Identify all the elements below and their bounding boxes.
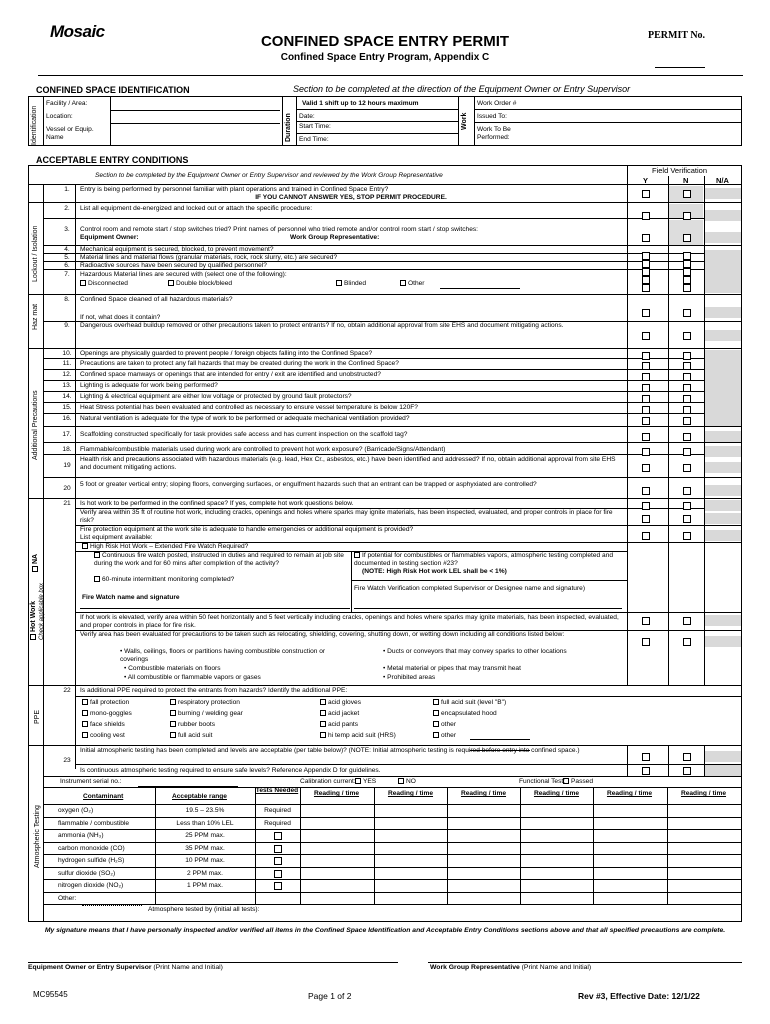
- fv-yes-box[interactable]: [642, 309, 650, 317]
- ppe-option[interactable]: [320, 710, 359, 717]
- item-21-evaluated: Verify area has been evaluated for precautions to be taken such as relocating, shielding, covering, shutting down, or wetting down including all conditions listed below:: [80, 631, 565, 638]
- fv-no-box[interactable]: [683, 190, 691, 198]
- test-required: Required: [264, 819, 291, 827]
- fv-no-box[interactable]: [683, 309, 691, 317]
- col-y: Y: [643, 176, 649, 185]
- fv-yes-box[interactable]: [642, 753, 650, 761]
- h-contaminant: Contaminant: [83, 793, 124, 800]
- acceptable-range: Less than 10% LEL: [176, 819, 234, 827]
- item-21-vapors: • All combustible or flammable vapors or gases: [124, 674, 261, 681]
- acceptable-range: 25 PPM max.: [185, 832, 225, 839]
- test-required: Required: [264, 807, 291, 814]
- atmo-row-line: [43, 867, 742, 868]
- acceptable-range: 19.5 – 23.5%: [185, 807, 225, 814]
- test-needed-box[interactable]: [274, 845, 282, 853]
- fv-yes-box[interactable]: [642, 433, 650, 441]
- fv-yes-box[interactable]: [642, 362, 650, 370]
- rep-signature-label: Work Group Representative (Print Name and Initial): [430, 964, 592, 971]
- fv-na-cell: [705, 636, 741, 647]
- reading-time-header: Reading / time: [680, 790, 727, 797]
- item-21-atmospheric[interactable]: If potential for combustibles or flammables vapors, atmospheric testing completed and documented in testing section #23?: [354, 552, 614, 567]
- col-n: N: [683, 176, 689, 185]
- fv-no-box[interactable]: [683, 252, 691, 260]
- test-needed-box[interactable]: [274, 857, 282, 865]
- ppe-option[interactable]: [170, 710, 243, 717]
- contaminant-name: oxygen (O₂): [58, 807, 94, 814]
- tested-by-label: Atmosphere tested by (initial all tests):: [148, 906, 260, 913]
- item-21-verify: Verify area within 35 ft of routine hot work, including cracks, openings and holes where sparks may ignite materials, has been inspected, evaluated, and proper controls in place for fire risk?: [80, 509, 613, 524]
- item-23-number: 23: [63, 757, 71, 764]
- contaminant-name: sulfur dioxide (SO₂): [58, 869, 116, 877]
- ppe-option-label: rubber boots: [178, 721, 216, 728]
- item-21-elevated: If hot work is elevated, verify area within 50 feet horizontally and 5 feet vertically including cracks, openings and holes where sparks may ignite materials, has been inspected, evaluated, and proper controls in place for fire risk.: [80, 614, 619, 629]
- instrument-serial-label: Instrument serial no.:: [60, 778, 122, 785]
- item-18-number: 18.: [62, 446, 72, 453]
- item-11-text: Precautions are taken to protect any fall hazards that may be created during the work in the Confined Space?: [80, 360, 399, 367]
- ppe-option[interactable]: [170, 732, 212, 739]
- item-4-text: Mechanical equipment is secured, blocked, to prevent movement?: [80, 246, 274, 253]
- item-21-metal: • Metal material or pipes that may transmit heat: [383, 665, 521, 672]
- fv-no-box[interactable]: [683, 406, 691, 414]
- item-9-text: Dangerous overhead buildup removed or other precautions taken to protect entrants? If no, obtain additional approval from site EHS and document mitigating actions.: [80, 322, 564, 329]
- na-side-label: NA: [32, 554, 39, 572]
- ppe-option-label: cooling vest: [90, 732, 125, 739]
- ppe-option[interactable]: [82, 710, 132, 717]
- item-7-number: 7.: [64, 271, 70, 278]
- acceptable-range: 1 PPM max.: [187, 882, 223, 889]
- issued-to-label: Issued To:: [477, 113, 507, 120]
- item-21-number: 21: [63, 500, 71, 507]
- item-10-text: Openings are physically guarded to prevent people / foreign objects falling into the Confined Space?: [80, 350, 373, 357]
- fv-yes-box[interactable]: [642, 515, 650, 523]
- atmo-row-line: [43, 854, 742, 855]
- item-6-text: Radioactive sources have been secured by qualified personnel?: [80, 262, 267, 269]
- fv-yes-box[interactable]: [642, 384, 650, 392]
- date-label: Date:: [299, 113, 315, 120]
- test-needed-box[interactable]: [274, 832, 282, 840]
- fv-na-cell: [705, 415, 741, 426]
- item-16-number: 16.: [62, 415, 72, 422]
- item-21-intermittent[interactable]: 60-minute intermittent monitoring completed?: [94, 576, 234, 583]
- item-17-text: Scaffolding constructed specifically for task provides safe access and has current inspection on the scaffold tag?: [80, 431, 408, 438]
- ppe-option-label: mono-goggles: [90, 710, 132, 717]
- signature-statement: My signature means that I have personally inspected and/or verified all items in the Confined Space Identification and Acceptable Entry Conditions sections above and that all specified precautions are complete.: [44, 927, 726, 934]
- item-15-text: Heat Stress potential has been evaluated and controlled as necessary to ensure vessel temperature is below 120F?: [80, 404, 418, 411]
- work-order-label: Work Order #: [477, 100, 517, 107]
- item-14-number: 14.: [62, 393, 72, 400]
- additional-side-label: Additional Precautions: [32, 390, 39, 460]
- fv-no-box[interactable]: [683, 284, 691, 292]
- fv-yes-box[interactable]: [642, 464, 650, 472]
- start-time-label: Start Time:: [299, 123, 331, 130]
- ppe-option[interactable]: [82, 721, 125, 728]
- item-4-number: 4.: [64, 246, 70, 253]
- ppe-side-label: PPE: [34, 709, 41, 724]
- fv-na-cell: [705, 330, 741, 341]
- company-logo: Mosaic: [50, 22, 105, 41]
- fv-na-cell: [705, 513, 741, 524]
- fv-yes-box[interactable]: [642, 417, 650, 425]
- h-tests: Tests Needed: [255, 787, 299, 794]
- fv-yes-box[interactable]: [642, 638, 650, 646]
- ppe-option[interactable]: [320, 699, 361, 706]
- fv-na-cell: [705, 393, 741, 404]
- item-3-owner-label: Equipment Owner:: [80, 234, 139, 241]
- reading-time-header: Reading / time: [460, 790, 507, 797]
- fv-na-cell: [705, 382, 741, 393]
- ppe-option[interactable]: [433, 699, 506, 706]
- ppe-option[interactable]: [82, 699, 129, 706]
- item-1-text: Entry is being performed by personnel familiar with plant operations and trained in Confined Space Entry?: [80, 186, 389, 193]
- item-3-text: Control room and remote start / stop switches tried? Print names of personnel who tried remote and/or control room start / stop switches:: [80, 226, 478, 233]
- item-20-text: 5 foot or greater vertical entry; sloping floors, converging surfaces, or engulfment hazards such that an entrant can be trapped or asphyxiated are controlled?: [80, 481, 537, 488]
- item-12-text: Confined space manways or openings that are intended for entry / exit are identified and unobstructed?: [80, 371, 381, 378]
- fv-yes-box[interactable]: [642, 234, 650, 242]
- contaminant-name: ammonia (NH₃): [58, 832, 104, 839]
- fv-na-cell: [705, 404, 741, 415]
- ppe-option[interactable]: [320, 721, 358, 728]
- atmo-row-line: [43, 804, 742, 805]
- test-needed-box[interactable]: [274, 870, 282, 878]
- ppe-option-label: hi temp acid suit (HRS): [328, 732, 396, 739]
- item-2-number: 2.: [64, 205, 70, 212]
- fv-no-box[interactable]: [683, 464, 691, 472]
- ppe-other-line: [470, 739, 530, 740]
- fv-na-cell: [705, 446, 741, 457]
- item-21-walls: • Walls, ceilings, floors or partitions having combustible construction or coverings: [120, 648, 326, 663]
- contaminant-name: carbon monoxide (CO): [58, 844, 125, 852]
- fv-yes-box[interactable]: [642, 268, 650, 276]
- acceptable-range: 2 PPM max.: [187, 869, 223, 877]
- item-21-list-equipment: List equipment available:: [80, 534, 153, 541]
- ppe-other-line: [470, 750, 530, 751]
- hotwork-sub-label: Check applicable box: [39, 582, 45, 640]
- functional-passed[interactable]: Passed: [563, 778, 593, 785]
- item-21-continuous-watch[interactable]: Continuous fire watch posted, instructed in duties and required to remain at job site during the work and for 60 mins after completion of the activity?: [94, 552, 344, 567]
- fv-na-cell: [705, 765, 741, 776]
- ppe-option-label: fall protection: [90, 699, 130, 706]
- hazmat-side-label: Haz mat: [32, 303, 39, 330]
- fv-na-cell: [705, 500, 741, 511]
- ppe-option-label: encapsulated hood: [441, 710, 497, 717]
- fv-yes-box[interactable]: [642, 190, 650, 198]
- fv-yes-box[interactable]: [642, 332, 650, 340]
- fv-yes-box[interactable]: [642, 617, 650, 625]
- owner-signature-label: Equipment Owner or Entry Supervisor (Print Name and Initial): [28, 964, 223, 971]
- fv-na-cell: [705, 282, 741, 293]
- item-8-text: Confined Space cleaned of all hazardous materials?: [80, 296, 233, 303]
- atmo-row-line: [43, 892, 742, 893]
- identification-section-title: CONFINED SPACE IDENTIFICATION: [36, 85, 190, 95]
- location-label: Location:: [46, 113, 73, 120]
- fv-no-box[interactable]: [683, 362, 691, 370]
- item-13-text: Lighting is adequate for work being performed?: [80, 382, 218, 389]
- ppe-option-label: acid jacket: [328, 710, 360, 717]
- revision-date: Rev #3, Effective Date: 12/1/22: [578, 991, 700, 1001]
- item-18-text: Flammable/combustible materials used during work are controlled to prevent hot work exposure? (Barricade/Signs/Attendant): [80, 446, 446, 453]
- ppe-option[interactable]: [82, 732, 125, 739]
- test-needed-box[interactable]: [274, 882, 282, 890]
- form-title: CONFINED SPACE ENTRY PERMIT: [260, 33, 510, 50]
- item-23-continuous: Is continuous atmospheric testing required to ensure safe levels? Reference Appendix D for guidelines.: [80, 767, 381, 774]
- reading-time-header: Reading / time: [606, 790, 653, 797]
- fv-no-box[interactable]: [683, 212, 691, 220]
- item-19-number: 19: [63, 462, 71, 469]
- item-13-number: 13.: [62, 382, 72, 389]
- item-23-text: Initial atmospheric testing has been completed and levels are acceptable (per table below)? (NOTE: Initial atmospheric testing is required before entry into confined space.): [80, 747, 580, 754]
- fv-yes-box[interactable]: [642, 502, 650, 510]
- contaminant-name: hydrogen sulfide (H₂S): [58, 857, 125, 864]
- ppe-option[interactable]: [170, 699, 240, 706]
- item-7-double-block[interactable]: Double block/bleed: [168, 280, 232, 287]
- fv-na-cell: [705, 307, 741, 318]
- fv-no-box[interactable]: [683, 352, 691, 360]
- atmo-side-label: Atmospheric Testing: [34, 805, 41, 868]
- facility-label: Facility / Area:: [46, 100, 88, 107]
- atmo-row-line: [43, 829, 742, 830]
- ppe-option-label: other: [441, 732, 457, 739]
- work-performed-label: Work To Be Performed:: [477, 126, 511, 141]
- vessel-label: Vessel or Equip. Name: [46, 126, 94, 141]
- atmo-row-line: [43, 879, 742, 880]
- fv-na-cell: [705, 188, 741, 199]
- fv-no-box[interactable]: [683, 332, 691, 340]
- contaminant-name: flammable / combustible: [58, 819, 130, 827]
- form-subtitle: Confined Space Entry Program, Appendix C: [280, 52, 490, 63]
- item-9-number: 9.: [64, 322, 70, 329]
- fv-no-box[interactable]: [683, 395, 691, 403]
- fv-no-box[interactable]: [683, 433, 691, 441]
- field-verification-label: Field Verification: [652, 166, 708, 175]
- item-5-number: 5.: [64, 254, 70, 261]
- functional-test-label: Functional Test:: [519, 778, 566, 785]
- ppe-option[interactable]: [170, 721, 215, 728]
- fv-yes-box[interactable]: [642, 487, 650, 495]
- item-7-other[interactable]: Other: [400, 280, 425, 287]
- hotwork-side-label: Hot Work: [30, 601, 37, 640]
- fv-yes-box[interactable]: [642, 284, 650, 292]
- fv-no-box[interactable]: [683, 373, 691, 381]
- acceptable-range: 10 PPM max.: [185, 857, 225, 864]
- contaminant-name: nitrogen dioxide (NO₂): [58, 882, 124, 889]
- fv-yes-box[interactable]: [642, 767, 650, 775]
- fv-na-cell: [705, 485, 741, 496]
- fv-no-box[interactable]: [683, 638, 691, 646]
- item-7-blinded[interactable]: Blinded: [336, 280, 366, 287]
- item-21-combustible: • Combustible materials on floors: [124, 665, 221, 672]
- item-22-text: Is additional PPE required to protect the entrants from hazards? Identify the additional PPE:: [80, 687, 348, 694]
- fv-na-cell: [705, 751, 741, 762]
- col-na: N/A: [716, 176, 729, 185]
- fv-na-cell: [705, 371, 741, 382]
- ppe-option[interactable]: [320, 732, 396, 739]
- fv-no-box[interactable]: [683, 384, 691, 392]
- end-time-label: End Time:: [299, 136, 329, 143]
- h-acceptable: Acceptable range: [172, 793, 227, 800]
- item-21-ducts: • Ducts or conveyors that may convey sparks to other locations: [383, 648, 567, 655]
- fv-yes-box[interactable]: [642, 373, 650, 381]
- permit-no-label: PERMIT No.: [648, 30, 706, 41]
- fv-no-box[interactable]: [683, 532, 691, 540]
- ppe-option-label: acid gloves: [328, 699, 361, 706]
- ppe-option[interactable]: [433, 710, 497, 717]
- fv-yes-box[interactable]: [642, 352, 650, 360]
- ppe-option-label: respiratory protection: [178, 699, 240, 706]
- ppe-option-label: full acid suit: [178, 732, 213, 739]
- ppe-option-label: acid pants: [328, 721, 359, 728]
- fv-yes-box[interactable]: [642, 260, 650, 268]
- item-10-number: 10.: [62, 350, 72, 357]
- ppe-option-label: face shields: [90, 721, 125, 728]
- fv-yes-box[interactable]: [642, 406, 650, 414]
- item-19-text: Health risk and precautions associated with hazardous materials (e.g. lead, Hex Cr., asbestos, etc.) have been identified and addressed? If no, obtain additional approval from site EHS and document mitigating actions.: [80, 456, 616, 471]
- fv-na-cell: [705, 615, 741, 626]
- item-16-text: Natural ventilation is adequate for the type of work to be performed or adequate mechanical ventilation provided?: [80, 415, 410, 422]
- ppe-option-label: full acid suit (level "B"): [441, 699, 507, 706]
- fv-na-cell: [705, 232, 741, 243]
- fv-na-cell: [705, 462, 741, 473]
- item-21-high-risk[interactable]: High Risk Hot Work – Extended Fire Watch Required?: [82, 543, 248, 550]
- calibration-no[interactable]: NO: [398, 778, 416, 785]
- fv-na-cell: [705, 360, 741, 371]
- calibration-yes[interactable]: YES: [355, 778, 376, 785]
- fv-yes-box[interactable]: [642, 395, 650, 403]
- item-2-text: List all equipment de-energized and locked out or attach the specific procedure:: [80, 205, 313, 212]
- identification-direction-note: Section to be completed at the direction of the Equipment Owner or Entry Supervisor: [293, 84, 631, 94]
- fv-yes-box[interactable]: [642, 448, 650, 456]
- calibration-label: Calibration current:: [300, 778, 356, 785]
- fv-no-box[interactable]: [683, 260, 691, 268]
- fv-no-box[interactable]: [683, 268, 691, 276]
- atmo-row-line: [43, 842, 742, 843]
- item-21-text: Is hot work to be performed in the confined space? If yes, complete hot work questions below.: [80, 500, 354, 507]
- fv-no-box[interactable]: [683, 487, 691, 495]
- ppe-option-label: burning / welding gear: [178, 710, 243, 717]
- fv-no-box[interactable]: [683, 417, 691, 425]
- item-21-prohibited: • Prohibited areas: [383, 674, 436, 681]
- ppe-option[interactable]: [433, 721, 456, 728]
- item-8-number: 8.: [64, 296, 70, 303]
- item-21-fire-watch-verification: Fire Watch Verification completed Supervisor or Designee name and signature): [354, 585, 586, 592]
- item-22-number: 22: [63, 687, 71, 694]
- item-14-text: Lighting & electrical equipment are either low voltage or protected by ground fault protectors?: [80, 393, 352, 400]
- item-11-number: 11.: [62, 360, 72, 367]
- form-code: MC95545: [33, 990, 68, 999]
- permit-no-field[interactable]: [655, 67, 705, 68]
- ppe-option[interactable]: [433, 732, 456, 739]
- ppe-option-label: other: [441, 721, 457, 728]
- contaminant-name: Other:: [58, 894, 77, 902]
- fv-na-cell: [705, 530, 741, 541]
- lockout-side-label: Lockout / Isolation: [32, 225, 39, 282]
- item-21-fire-protection: Fire protection equipment at the work site is adequate to handle emergencies or additional equipment is provided?: [80, 526, 414, 533]
- fv-yes-box[interactable]: [642, 212, 650, 220]
- fv-na-cell: [705, 210, 741, 221]
- item-7-disconnected[interactable]: Disconnected: [80, 280, 128, 287]
- other-line: [82, 905, 142, 906]
- atmo-row-line: [43, 817, 742, 818]
- item-1-number: 1.: [64, 186, 70, 193]
- fv-no-box[interactable]: [683, 767, 691, 775]
- fv-yes-box[interactable]: [642, 252, 650, 260]
- item-21-high-risk-note: (NOTE: High Risk Hot work LEL shall be < 1%): [362, 568, 507, 575]
- item-15-number: 15.: [62, 404, 72, 411]
- duration-side-label: Duration: [285, 113, 292, 142]
- item-12-number: 12.: [62, 371, 72, 378]
- item-8-contain: If not, what does it contain?: [80, 314, 161, 321]
- item-20-number: 20: [63, 485, 71, 492]
- reading-time-header: Reading / time: [533, 790, 580, 797]
- item-3-number: 3.: [64, 226, 70, 233]
- fv-yes-box[interactable]: [642, 532, 650, 540]
- fv-no-box[interactable]: [683, 276, 691, 284]
- item-5-text: Material lines and material flows (granular materials, rock, rock slurry, etc.) are secured?: [80, 254, 338, 261]
- conditions-section-title: ACCEPTABLE ENTRY CONDITIONS: [36, 155, 189, 165]
- fv-no-box[interactable]: [683, 502, 691, 510]
- reading-time-header: Reading / time: [387, 790, 434, 797]
- conditions-note: Section to be completed by the Equipment Owner or Entry Supervisor and reviewed by the Work Group Representative: [95, 172, 443, 179]
- work-side-label: Work: [461, 112, 468, 130]
- fv-no-box[interactable]: [683, 515, 691, 523]
- reading-time-header: Reading / time: [313, 790, 360, 797]
- fv-no-box[interactable]: [683, 753, 691, 761]
- fv-no-box[interactable]: [683, 617, 691, 625]
- item-6-number: 6.: [64, 262, 70, 269]
- item-3-rep-label: Work Group Representative:: [290, 234, 380, 241]
- valid-label: Valid 1 shift up to 12 hours maximum: [302, 100, 419, 107]
- page-number: Page 1 of 2: [308, 991, 352, 1001]
- acceptable-range: 35 PPM max.: [185, 844, 225, 852]
- fv-na-cell: [705, 431, 741, 442]
- item-17-number: 17.: [62, 431, 72, 438]
- item-1-stop: IF YOU CANNOT ANSWER YES, STOP PERMIT PROCEDURE.: [255, 194, 447, 201]
- item-7-text: Hazardous Material lines are secured with (select one of the following):: [80, 271, 287, 278]
- identification-side-label: Identification: [31, 105, 38, 145]
- fv-yes-box[interactable]: [642, 276, 650, 284]
- item-21-fire-watch-name: Fire Watch name and signature: [82, 594, 180, 601]
- fv-no-box[interactable]: [683, 448, 691, 456]
- fv-no-box[interactable]: [683, 234, 691, 242]
